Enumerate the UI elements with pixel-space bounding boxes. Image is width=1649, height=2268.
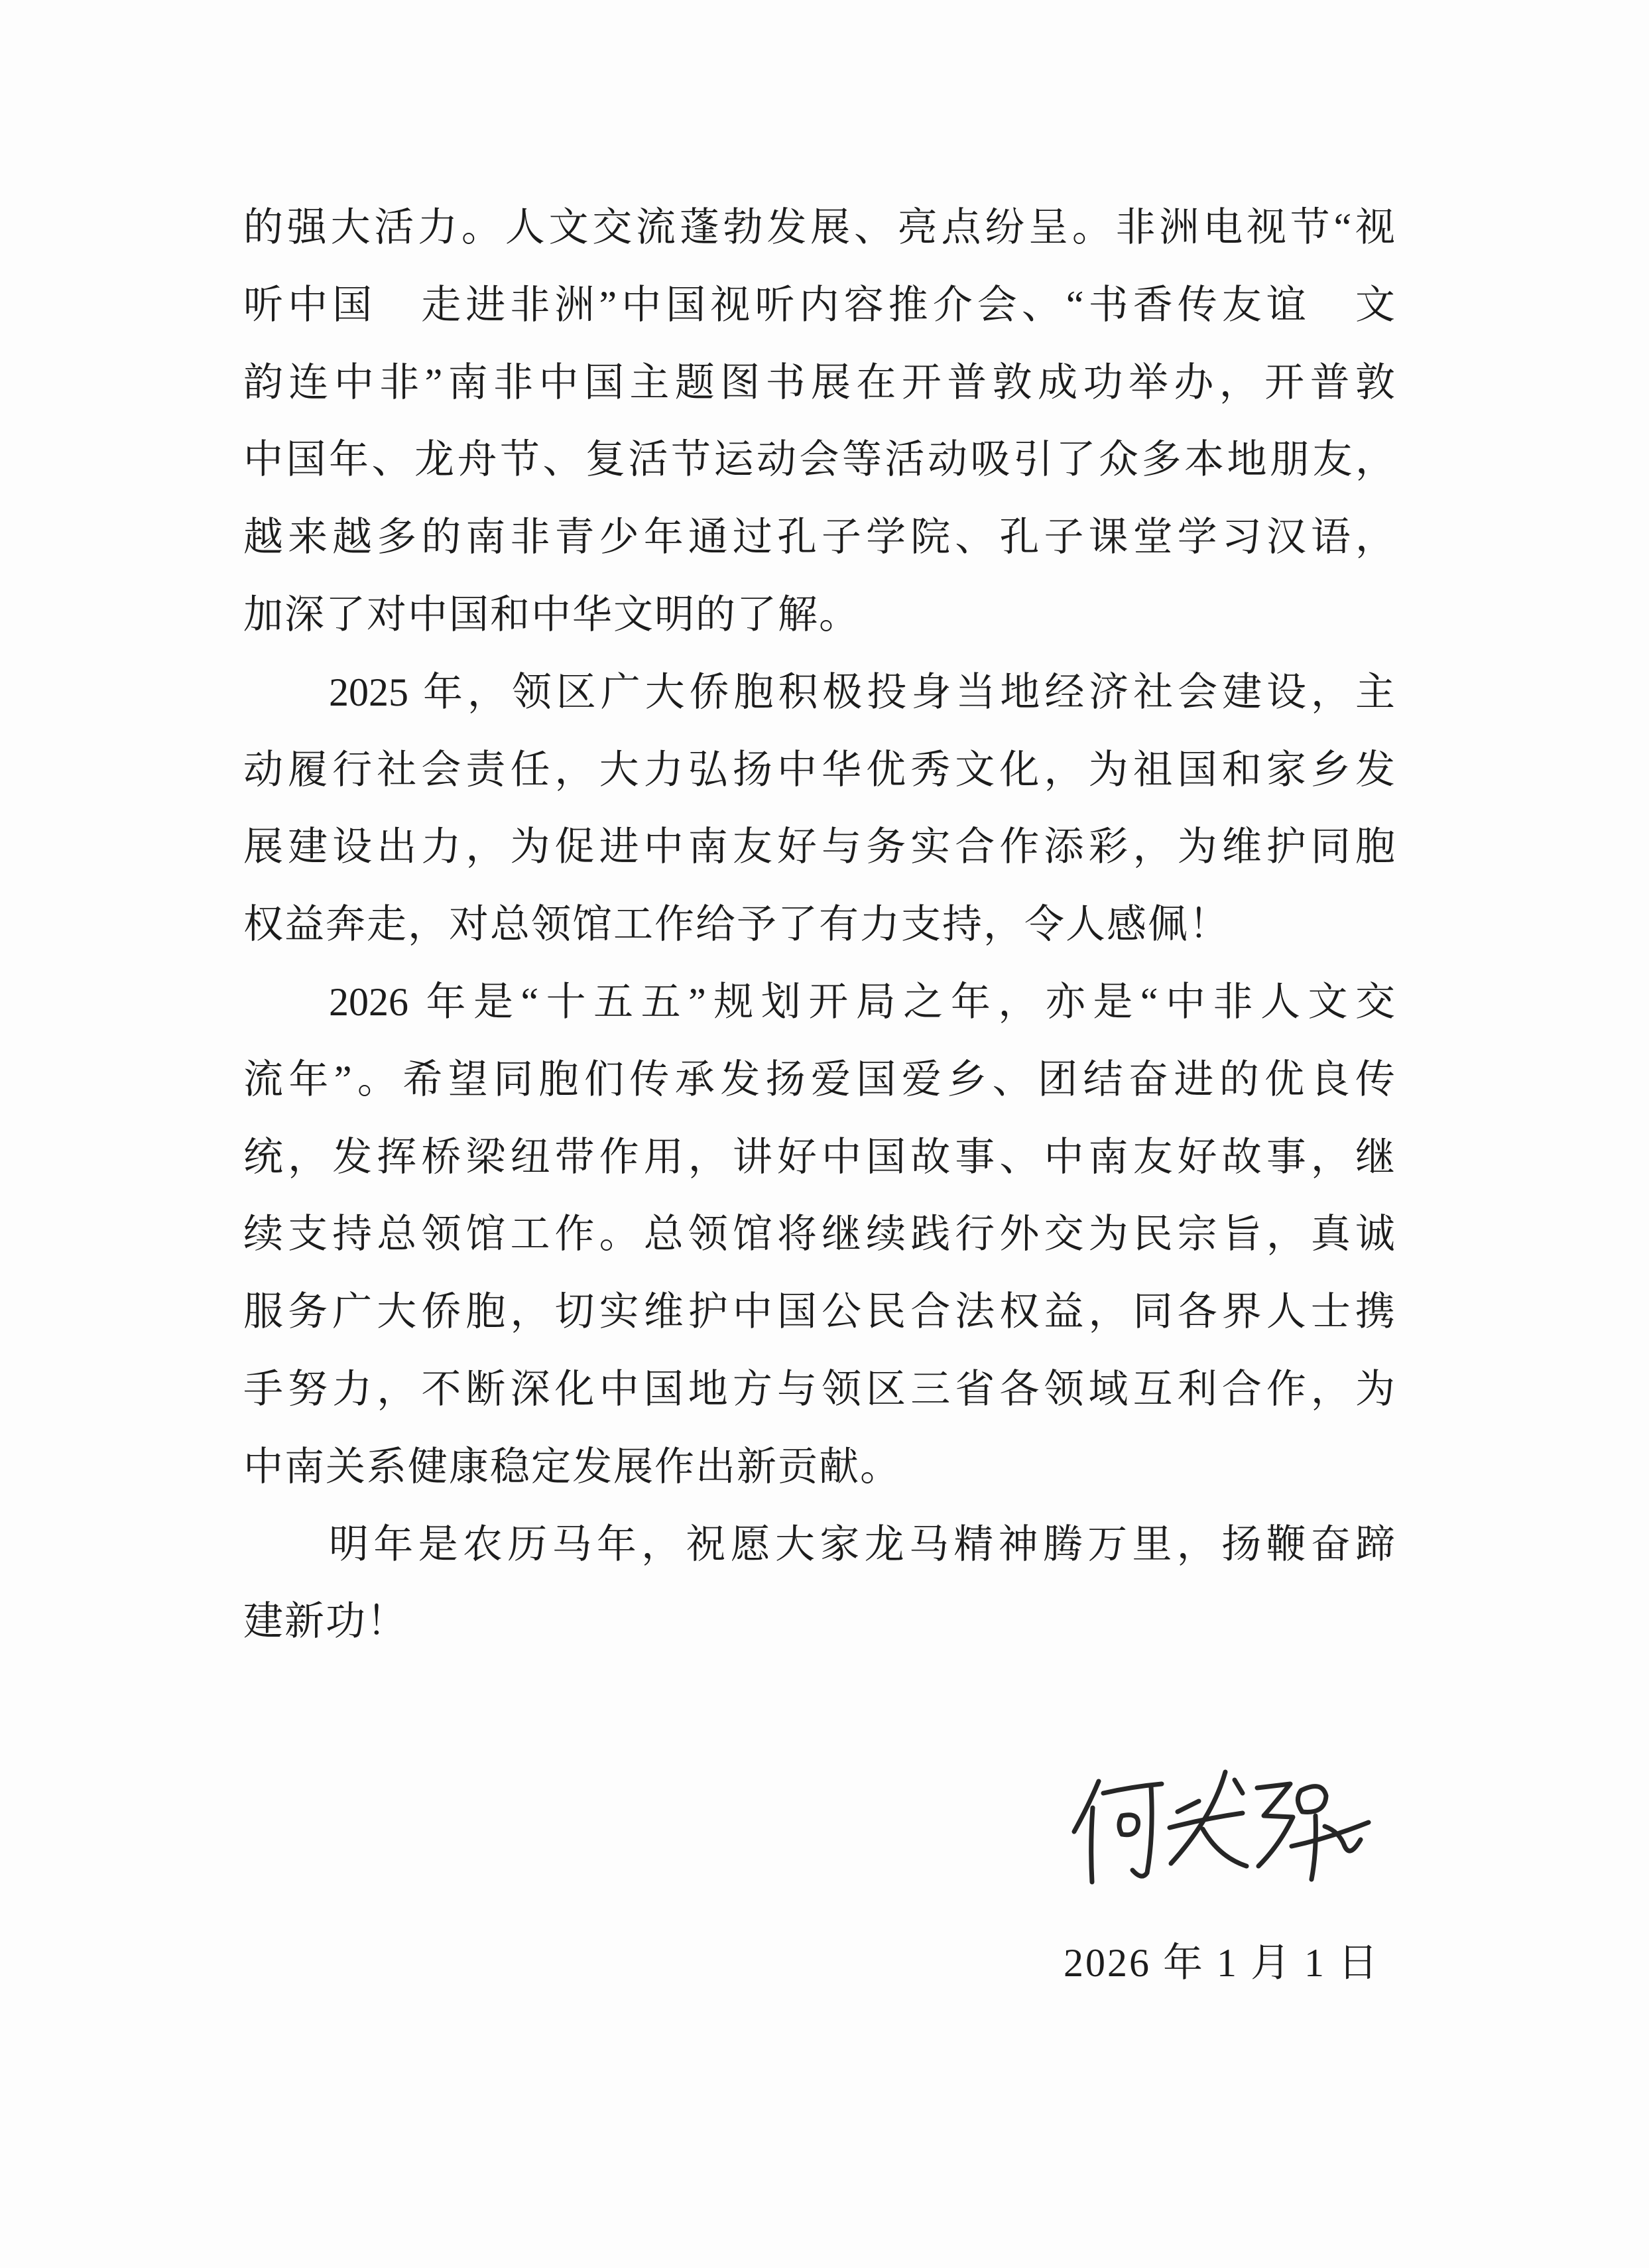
text-line: 动履行社会责任，大力弘扬中华优秀文化，为祖国和家乡发	[243, 747, 1395, 792]
text-line: 流年”。希望同胞们传承发扬爱国爱乡、团结奋进的优良传	[243, 1057, 1395, 1102]
text-line: 服务广大侨胞，切实维护中国公民合法权益，同各界人士携	[243, 1290, 1395, 1334]
text-line: 2026 年是“十五五”规划开局之年，亦是“中非人文交	[329, 979, 1395, 1024]
text-line: 建新功！	[243, 1600, 408, 1644]
paragraph	[243, 1506, 1395, 1661]
text-line: 2025 年，领区广大侨胞积极投身当地经济社会建设，主	[329, 670, 1395, 714]
text-line: 越来越多的南非青少年通过孔子学院、孔子课堂学习汉语，	[243, 515, 1395, 560]
text-line: 中国年、龙舟节、复活节运动会等活动吸引了众多本地朋友，	[243, 438, 1395, 482]
text-line: 统，发挥桥梁纽带作用，讲好中国故事、中南友好故事，继	[243, 1135, 1395, 1179]
text-line: 明年是农历马年，祝愿大家龙马精神腾万里，扬鞭奋蹄	[329, 1522, 1395, 1566]
text-line: 中南关系健康稳定发展作出新贡献。	[243, 1444, 901, 1489]
text-line: 加深了对中国和中华文明的了解。	[243, 592, 860, 637]
handwritten-signature-icon	[1061, 1757, 1373, 1890]
letter-date: 2026 年 1 月 1 日	[1064, 1941, 1380, 1985]
text-line: 续支持总领馆工作。总领馆将继续践行外交为民宗旨，真诚	[243, 1212, 1395, 1257]
paragraph	[243, 654, 1395, 964]
letter-body	[243, 189, 1395, 1661]
text-line: 权益奔走，对总领馆工作给予了有力支持，令人感佩！	[243, 903, 1230, 947]
text-line: 的强大活力。人文交流蓬勃发展、亮点纷呈。非洲电视节“视	[243, 206, 1395, 249]
text-line: 展建设出力，为促进中南友好与务实合作添彩，为维护同胞	[243, 825, 1395, 869]
paragraph	[243, 189, 1395, 654]
text-line: 韵连中非”南非中国主题图书展在开普敦成功举办，开普敦	[243, 360, 1395, 405]
text-line: 手努力，不断深化中国地方与领区三省各领域互利合作，为	[243, 1367, 1395, 1411]
text-line: 听中国 走进非洲”中国视听内容推介会、“书香传友谊 文	[243, 283, 1395, 327]
paragraph	[243, 964, 1395, 1506]
